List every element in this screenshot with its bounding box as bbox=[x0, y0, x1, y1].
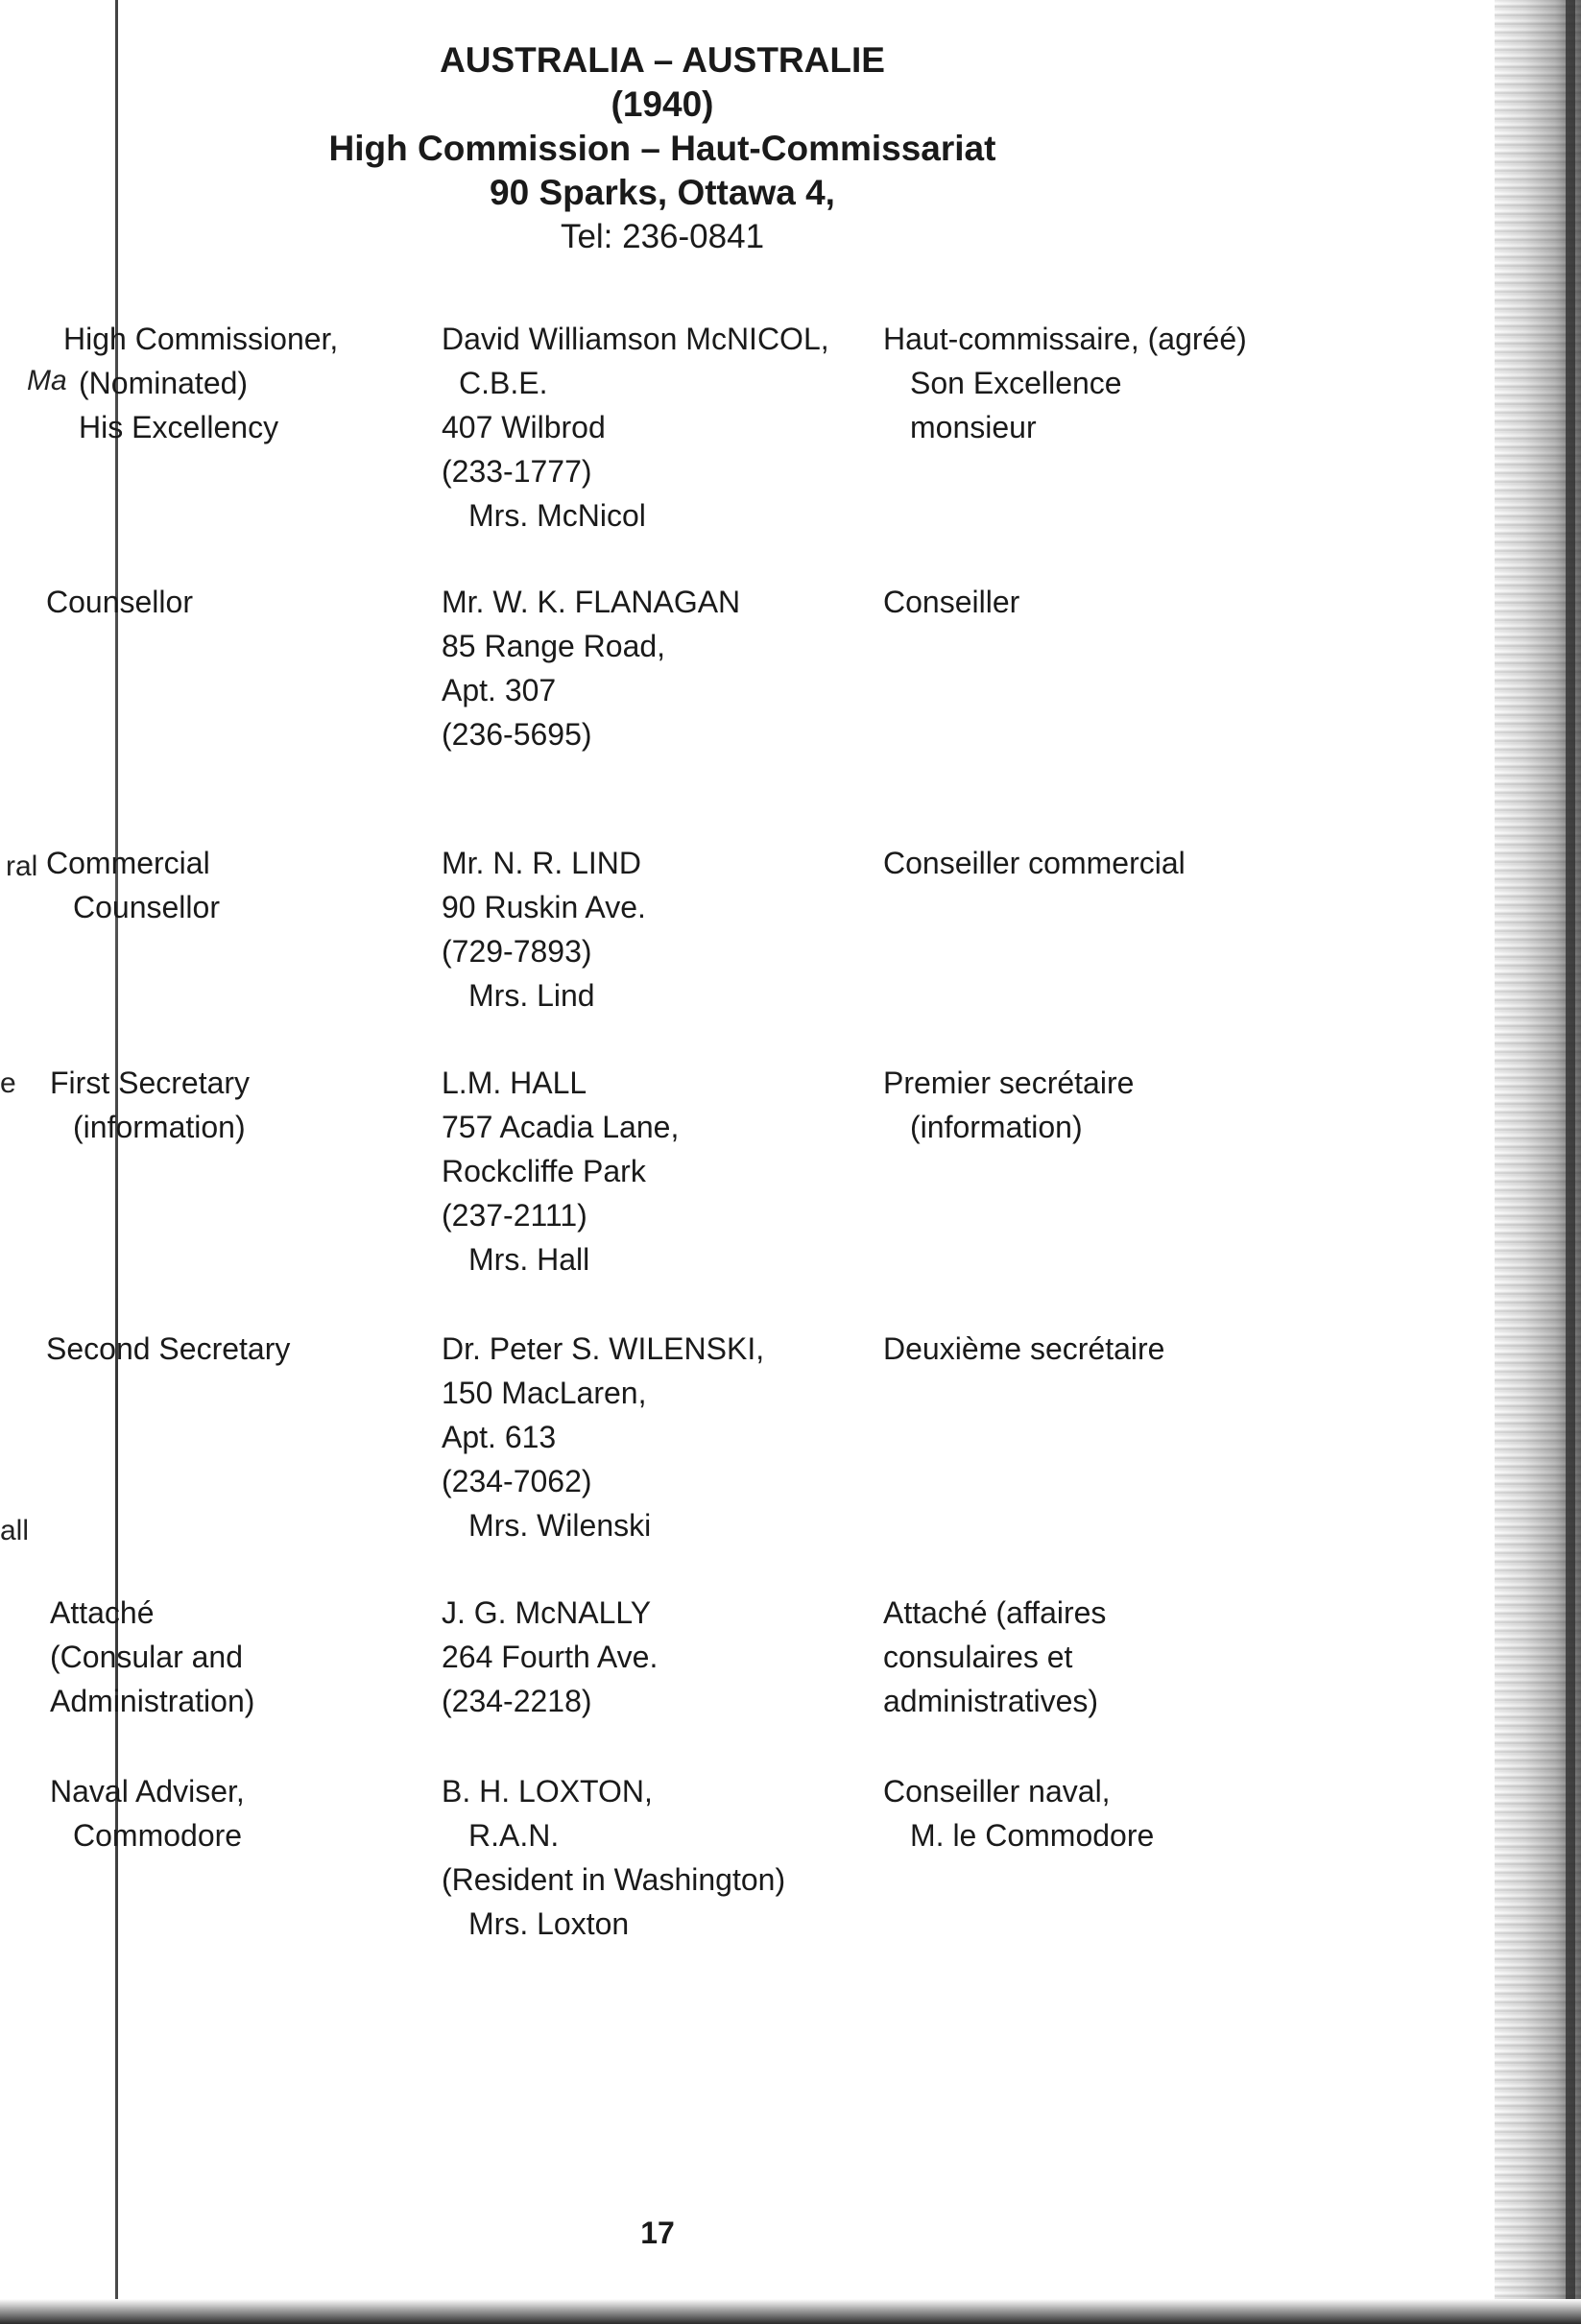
french-title-line: M. le Commodore bbox=[910, 1818, 1155, 1853]
staff-name: L.M. HALL bbox=[442, 1066, 587, 1100]
french-title bbox=[883, 1061, 1306, 1149]
french-title-line: Conseiller bbox=[883, 585, 1020, 619]
margin-fragment: ral bbox=[6, 851, 38, 882]
position-title-line: Attaché bbox=[50, 1595, 155, 1630]
staff-name-address bbox=[442, 580, 883, 756]
margin-fragment: e bbox=[0, 1067, 16, 1099]
position-title-line: Counsellor bbox=[46, 585, 193, 619]
french-title-line: Son Excellence bbox=[910, 366, 1122, 400]
staff-name: David Williamson McNICOL, bbox=[442, 322, 829, 356]
french-title-line: Haut-commissaire, (agréé) bbox=[883, 322, 1247, 356]
staff-name-address bbox=[442, 1061, 883, 1282]
mission-name: High Commission – Haut-Commissariat bbox=[328, 129, 996, 168]
french-title bbox=[883, 580, 1306, 624]
page-number: 17 bbox=[640, 2216, 675, 2250]
position-title-line: (Consular and bbox=[50, 1640, 243, 1674]
french-title-line: monsieur bbox=[910, 410, 1037, 444]
position-title bbox=[46, 841, 411, 929]
french-title bbox=[883, 317, 1306, 449]
staff-name-address bbox=[442, 1591, 883, 1723]
staff-detail-line: (233-1777) bbox=[442, 454, 592, 489]
position-title-line: Counsellor bbox=[73, 890, 220, 924]
margin-fragment: all bbox=[0, 1515, 30, 1546]
staff-name: Mr. W. K. FLANAGAN bbox=[442, 585, 741, 619]
french-title bbox=[883, 1327, 1306, 1371]
position-title bbox=[46, 580, 411, 624]
staff-spouse: Mrs. Lind bbox=[468, 978, 595, 1013]
position-title-line: Commodore bbox=[73, 1818, 243, 1853]
staff-name: Dr. Peter S. WILENSKI, bbox=[442, 1331, 765, 1366]
staff-name: Mr. N. R. LIND bbox=[442, 846, 642, 880]
position-title-line: First Secretary bbox=[50, 1066, 251, 1100]
staff-name-address bbox=[442, 317, 883, 538]
country-title: AUSTRALIA – AUSTRALIE bbox=[440, 40, 885, 80]
position-title bbox=[46, 1327, 411, 1371]
staff-detail-line: 407 Wilbrod bbox=[442, 410, 606, 444]
french-title-line: Premier secrétaire bbox=[883, 1066, 1135, 1100]
staff-name-address bbox=[442, 1327, 883, 1547]
position-title bbox=[46, 317, 411, 449]
french-title-line: consulaires et bbox=[883, 1640, 1073, 1674]
staff-name-address bbox=[442, 1769, 883, 1946]
position-title-line: (Nominated) bbox=[79, 366, 249, 400]
staff-detail-line: 757 Acadia Lane, bbox=[442, 1110, 680, 1144]
position-title bbox=[46, 1061, 411, 1149]
staff-detail-line: (237-2111) bbox=[442, 1198, 587, 1233]
staff-detail-line: 150 MacLaren, bbox=[442, 1376, 647, 1410]
position-title-line: Naval Adviser, bbox=[50, 1774, 245, 1809]
staff-detail-line: Apt. 307 bbox=[442, 673, 557, 707]
staff-detail-line: 90 Ruskin Ave. bbox=[442, 890, 646, 924]
french-title bbox=[883, 841, 1306, 885]
french-title-line: Conseiller commercial bbox=[883, 846, 1186, 880]
staff-name: J. G. McNALLY bbox=[442, 1595, 652, 1630]
staff-name: B. H. LOXTON, bbox=[442, 1774, 653, 1809]
margin-fragment: Ma bbox=[27, 365, 67, 396]
position-title-line: High Commissioner, bbox=[63, 322, 339, 356]
staff-spouse: Mrs. Hall bbox=[468, 1242, 590, 1277]
staff-detail-line: (Resident in Washington) bbox=[442, 1862, 786, 1897]
staff-detail-line: (729-7893) bbox=[442, 934, 592, 969]
staff-name-address bbox=[442, 841, 883, 1018]
staff-detail-line: R.A.N. bbox=[468, 1818, 560, 1853]
staff-detail-line: 85 Range Road, bbox=[442, 629, 666, 663]
staff-detail-line: C.B.E. bbox=[459, 366, 548, 400]
staff-spouse: Mrs. McNicol bbox=[468, 498, 646, 533]
staff-detail-line: Rockcliffe Park bbox=[442, 1154, 646, 1188]
mission-telephone: Tel: 236-0841 bbox=[560, 218, 765, 255]
position-title bbox=[46, 1591, 411, 1723]
position-title-line: Commercial bbox=[46, 846, 210, 880]
staff-spouse: Mrs. Wilenski bbox=[468, 1508, 652, 1543]
staff-detail-line: (234-2218) bbox=[442, 1684, 592, 1718]
french-title-line: administratives) bbox=[883, 1684, 1099, 1718]
french-title-line: (information) bbox=[910, 1110, 1083, 1144]
page-header bbox=[288, 38, 1037, 259]
page-edge-bar bbox=[1566, 0, 1575, 2324]
position-title-line: Administration) bbox=[50, 1684, 255, 1718]
staff-detail-line: (234-7062) bbox=[442, 1464, 592, 1498]
french-title bbox=[883, 1769, 1306, 1857]
position-title-line: His Excellency bbox=[79, 410, 279, 444]
staff-detail-line: (236-5695) bbox=[442, 717, 592, 752]
staff-detail-line: Apt. 613 bbox=[442, 1420, 557, 1454]
french-title-line: Deuxième secrétaire bbox=[883, 1331, 1165, 1366]
year: (1940) bbox=[611, 84, 714, 124]
french-title-line: Attaché (affaires bbox=[883, 1595, 1107, 1630]
french-title-line: Conseiller naval, bbox=[883, 1774, 1111, 1809]
mission-address: 90 Sparks, Ottawa 4, bbox=[490, 173, 835, 212]
position-title bbox=[46, 1769, 411, 1857]
bottom-edge-shadow bbox=[0, 2299, 1581, 2324]
french-title bbox=[883, 1591, 1306, 1723]
position-title-line: Second Secretary bbox=[46, 1331, 291, 1366]
staff-spouse: Mrs. Loxton bbox=[468, 1906, 630, 1941]
staff-detail-line: 264 Fourth Ave. bbox=[442, 1640, 659, 1674]
position-title-line: (information) bbox=[73, 1110, 246, 1144]
